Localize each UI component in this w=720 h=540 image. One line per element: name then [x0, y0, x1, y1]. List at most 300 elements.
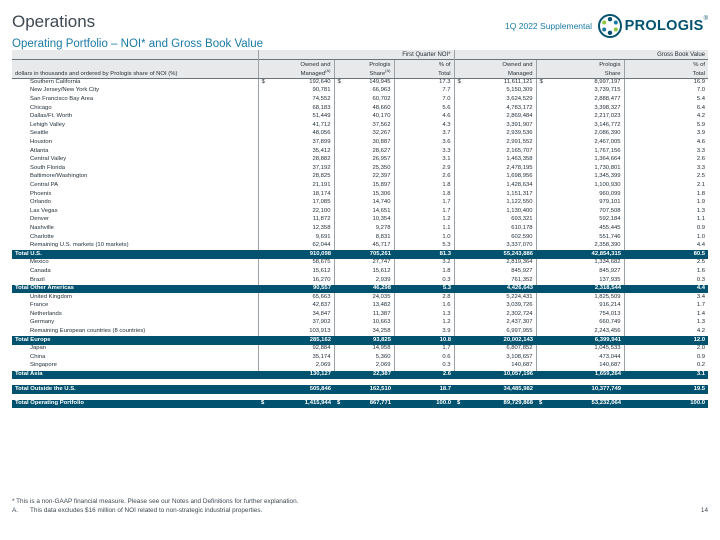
row-value: 48,056	[258, 130, 334, 139]
row-value: 1,364,664	[536, 156, 624, 165]
col-header-noi-share-line2: Share$^{(A)}$	[334, 69, 394, 79]
row-value: 27,747	[334, 259, 394, 268]
row-value: 6,807,852	[454, 345, 536, 354]
row-value: 14,740	[334, 199, 394, 208]
row-value: 660,749	[536, 319, 624, 328]
row-value: 592,184	[536, 216, 624, 225]
row-value: 3,398,327	[536, 104, 624, 113]
row-value: 2,888,477	[536, 96, 624, 105]
row-label: Germany	[30, 319, 55, 326]
row-value: 5.9	[624, 121, 708, 130]
row-label: China	[30, 353, 46, 360]
row-value: 35,412	[258, 147, 334, 156]
row-label: Southern California	[30, 79, 81, 86]
row-value: 34,847	[258, 311, 334, 320]
row-value: 37,899	[258, 139, 334, 148]
table-row	[12, 173, 708, 182]
row-value: 3.6	[394, 139, 454, 148]
row-value: 754,013	[536, 311, 624, 320]
row-value: 6,399,941	[536, 336, 624, 345]
currency-symbol: $	[337, 79, 341, 86]
table-row	[12, 199, 708, 208]
row-label: San Francisco Bay Area	[30, 96, 94, 103]
cell-value: 89,729,868	[503, 400, 534, 407]
row-label: Charlotte	[30, 233, 54, 240]
row-label: Seattle	[30, 130, 49, 137]
row-label: Chicago	[30, 104, 52, 111]
row-value: 693,321	[454, 216, 536, 225]
row-label: Total Europe	[12, 336, 258, 345]
row-value: 1,130,400	[454, 207, 536, 216]
row-value: 5,150,309	[454, 87, 536, 96]
table-row	[12, 130, 708, 139]
row-value: 2,869,484	[454, 113, 536, 122]
row-value: 162,510	[334, 385, 394, 394]
row-value: 140,687	[536, 362, 624, 371]
row-value: 845,927	[536, 268, 624, 277]
row-value: 4,426,643	[454, 285, 536, 294]
row-label: Remaining European countries (8 countries)	[30, 328, 146, 335]
row-value: 22,100	[258, 207, 334, 216]
row-value: 1.7	[394, 345, 454, 354]
currency-symbol: $	[457, 79, 461, 86]
row-value: 1.6	[394, 302, 454, 311]
row-value	[454, 400, 536, 409]
prologis-logo	[598, 13, 708, 39]
row-value: 5,224,431	[454, 293, 536, 302]
row-value: 6,997,955	[454, 328, 536, 337]
row-value: 10,377,749	[536, 385, 624, 394]
row-value: 2,318,544	[536, 285, 624, 294]
row-value: 3.3	[394, 147, 454, 156]
row-value: 93,825	[334, 336, 394, 345]
page-number: 14	[700, 507, 708, 514]
row-value: 1.4	[624, 311, 708, 320]
row-value: 9,278	[334, 225, 394, 234]
table-row	[12, 268, 708, 277]
row-value: 610,178	[454, 225, 536, 234]
row-value: 4.2	[624, 113, 708, 122]
row-value: 58,675	[258, 259, 334, 268]
row-value: 10,057,196	[454, 371, 536, 380]
table-row	[12, 79, 708, 88]
row-value: 3,391,907	[454, 121, 536, 130]
column-header-row-1	[12, 60, 708, 69]
row-value: 4.3	[394, 121, 454, 130]
row-value: 1,825,509	[536, 293, 624, 302]
cell-value: 53,232,064	[591, 400, 622, 407]
row-label: France	[30, 302, 49, 309]
row-value: 3,039,726	[454, 302, 536, 311]
row-value: 28,627	[334, 147, 394, 156]
row-value: 0.3	[394, 276, 454, 285]
row-value: 1.2	[394, 319, 454, 328]
row-label: Nashville	[30, 224, 54, 231]
row-value: 17.3	[394, 79, 454, 88]
cell-value: 1,415,944	[304, 400, 331, 407]
row-value: 5.4	[624, 96, 708, 105]
row-value: 15,897	[334, 182, 394, 191]
row-value: 2.1	[624, 182, 708, 191]
row-label: Central Valley	[30, 156, 67, 163]
table-row	[12, 328, 708, 337]
table-row	[12, 293, 708, 302]
col-header-noi-owned-line2: Managed$^{(A)}$	[258, 69, 334, 79]
row-value: 6.4	[624, 104, 708, 113]
column-header-row-2	[12, 69, 708, 79]
row-value: 103,913	[258, 328, 334, 337]
row-value: 28,882	[258, 156, 334, 165]
footnote-a-key: A.	[12, 507, 19, 514]
row-value: 1.1	[394, 225, 454, 234]
row-label: Total Outside the U.S.	[12, 385, 258, 394]
row-value: 18.7	[394, 385, 454, 394]
row-label: Dallas/Ft. Worth	[30, 113, 73, 120]
cell-value: 867,771	[369, 400, 391, 407]
cell-value: 8,997,197	[594, 79, 621, 86]
group-header-gbv: Gross Book Value	[454, 50, 708, 60]
row-value: 55,243,886	[454, 250, 536, 259]
row-value	[334, 79, 394, 88]
row-value: 4.6	[624, 139, 708, 148]
table-total-row	[12, 336, 708, 345]
row-value: 66,963	[334, 87, 394, 96]
logo-registered-mark: ®	[703, 16, 708, 22]
row-label: Japan	[30, 345, 47, 352]
table-row	[12, 139, 708, 148]
row-value: 42,854,315	[536, 250, 624, 259]
row-value: 30,887	[334, 139, 394, 148]
row-value: 46,298	[334, 285, 394, 294]
row-value: 25,350	[334, 164, 394, 173]
table-row	[12, 259, 708, 268]
row-value: 21,191	[258, 182, 334, 191]
table-total-row	[12, 250, 708, 259]
row-value: 3,337,070	[454, 242, 536, 251]
row-label: New Jersey/New York City	[30, 87, 100, 94]
row-value: 37,562	[334, 121, 394, 130]
row-value: 4,783,172	[454, 104, 536, 113]
row-label: South Florida	[30, 164, 66, 171]
currency-symbol: $	[261, 400, 265, 407]
page-subtitle: Operating Portfolio – NOI* and Gross Book Value	[12, 38, 264, 50]
row-value: 1.3	[624, 319, 708, 328]
row-value: 2.6	[394, 371, 454, 380]
row-label: Singapore	[30, 362, 57, 369]
row-label: Brazil	[30, 276, 45, 283]
row-value: 2,086,390	[536, 130, 624, 139]
table-row	[12, 164, 708, 173]
table-row	[12, 190, 708, 199]
row-value: 4.6	[394, 113, 454, 122]
row-value: 26,957	[334, 156, 394, 165]
row-value: 22,387	[334, 371, 394, 380]
row-label: Central PA	[30, 181, 59, 188]
logo-wordmark: PROLOGIS	[624, 18, 704, 34]
table-row	[12, 319, 708, 328]
row-value: 1.2	[394, 216, 454, 225]
table-row	[12, 96, 708, 105]
row-value: 2,939	[334, 276, 394, 285]
row-value: 1.8	[394, 268, 454, 277]
row-value: 34,485,982	[454, 385, 536, 394]
row-value: 3.1	[624, 371, 708, 380]
row-value: 3.3	[624, 164, 708, 173]
row-label: Lehigh Valley	[30, 121, 65, 128]
row-value: 5.3	[394, 285, 454, 294]
report-period-label: 1Q 2022 Supplemental	[505, 21, 592, 31]
col-header-noi-owned-line1: Owned and	[258, 60, 334, 69]
row-value: 3.4	[624, 293, 708, 302]
row-value: 2,819,364	[454, 259, 536, 268]
row-value: 32,267	[334, 130, 394, 139]
table-total-row	[12, 371, 708, 380]
col-header-noi-pct-line2: Total	[394, 69, 454, 79]
row-value: 10,354	[334, 216, 394, 225]
prologis-logo-icon	[598, 14, 622, 38]
row-value: 1.8	[624, 190, 708, 199]
row-value: 473,044	[536, 354, 624, 363]
row-value: 1.7	[394, 207, 454, 216]
currency-symbol: $	[337, 400, 341, 407]
group-header-row	[12, 50, 708, 60]
row-value: 5.6	[394, 104, 454, 113]
row-value: 137,935	[536, 276, 624, 285]
row-value: 15,612	[334, 268, 394, 277]
row-value: 1.3	[394, 311, 454, 320]
row-value: 2,165,707	[454, 147, 536, 156]
table-row	[12, 216, 708, 225]
row-value: 7.7	[394, 87, 454, 96]
row-value: 0.2	[624, 362, 708, 371]
row-value: 3,739,715	[536, 87, 624, 96]
row-value: 2.6	[624, 156, 708, 165]
table-row	[12, 207, 708, 216]
row-label: Atlanta	[30, 147, 49, 154]
row-value: 2,939,536	[454, 130, 536, 139]
row-value: 80.5	[624, 250, 708, 259]
row-value: 74,552	[258, 96, 334, 105]
table-row	[12, 87, 708, 96]
row-value: 11,872	[258, 216, 334, 225]
page-title: Operations	[12, 12, 96, 31]
row-value: 7.0	[394, 96, 454, 105]
row-value: 707,508	[536, 207, 624, 216]
group-header-noi: First Quarter NOI*	[258, 50, 454, 60]
row-value: 3.2	[394, 259, 454, 268]
row-value: 2,217,023	[536, 113, 624, 122]
col-header-noi-share-line1: Prologis	[334, 60, 394, 69]
row-value: 1,659,264	[536, 371, 624, 380]
row-value: 2.5	[624, 259, 708, 268]
row-value: 1,045,533	[536, 345, 624, 354]
row-value: 0.6	[394, 354, 454, 363]
row-value: 100.0	[624, 400, 708, 409]
row-value	[536, 79, 624, 88]
noi-gbv-table-wrapper	[12, 50, 708, 408]
row-label: Canada	[30, 267, 51, 274]
table-row	[12, 242, 708, 251]
table-row	[12, 302, 708, 311]
row-value: 81.3	[394, 250, 454, 259]
row-value: 14,651	[334, 207, 394, 216]
row-value: 602,590	[454, 233, 536, 242]
row-label: Remaining U.S. markets (10 markets)	[30, 242, 129, 249]
row-value: 4.4	[624, 242, 708, 251]
row-label: Mexico	[30, 259, 49, 266]
row-label: Orlando	[30, 199, 51, 206]
row-value: 65,663	[258, 293, 334, 302]
row-value: 15,612	[258, 268, 334, 277]
row-value: 2,991,552	[454, 139, 536, 148]
row-value: 285,162	[258, 336, 334, 345]
row-value: 17,085	[258, 199, 334, 208]
row-value: 90,781	[258, 87, 334, 96]
row-value: 1,100,930	[536, 182, 624, 191]
row-label: Total Operating Portfolio	[12, 400, 258, 409]
row-value: 68,183	[258, 104, 334, 113]
table-row	[12, 147, 708, 156]
row-value: 0.9	[624, 225, 708, 234]
currency-symbol: $	[539, 400, 543, 407]
row-value: 1.8	[394, 190, 454, 199]
currency-symbol: $	[261, 79, 265, 86]
row-value: 28,825	[258, 173, 334, 182]
table-row	[12, 362, 708, 371]
table-row	[12, 276, 708, 285]
row-label: Las Vegas	[30, 207, 58, 214]
row-value: 910,098	[258, 250, 334, 259]
page-footer	[12, 497, 708, 515]
row-value: 41,712	[258, 121, 334, 130]
row-value	[334, 400, 394, 409]
row-value: 2,437,307	[454, 319, 536, 328]
row-value: 7.0	[624, 87, 708, 96]
row-value: 1,767,156	[536, 147, 624, 156]
row-value: 3,108,657	[454, 354, 536, 363]
row-value: 92,884	[258, 345, 334, 354]
row-value: 37,902	[258, 319, 334, 328]
row-value: 100.0	[394, 400, 454, 409]
row-value: 2,069	[258, 362, 334, 371]
row-value: 1,730,801	[536, 164, 624, 173]
row-value: 2,302,724	[454, 311, 536, 320]
table-row	[12, 354, 708, 363]
row-value: 16.9	[624, 79, 708, 88]
table-row	[12, 233, 708, 242]
row-value: 2.9	[394, 164, 454, 173]
row-value: 2.0	[624, 345, 708, 354]
row-value: 1.3	[624, 207, 708, 216]
row-value: 1,122,550	[454, 199, 536, 208]
row-value: 4.2	[624, 328, 708, 337]
row-value: 551,746	[536, 233, 624, 242]
row-value: 12,358	[258, 225, 334, 234]
row-label: Total U.S.	[12, 250, 258, 259]
row-value: 2,358,390	[536, 242, 624, 251]
row-value: 8,831	[334, 233, 394, 242]
row-value: 0.9	[624, 354, 708, 363]
row-label: Denver	[30, 216, 49, 223]
row-value: 1.7	[394, 199, 454, 208]
row-value: 916,214	[536, 302, 624, 311]
row-value: 0.3	[394, 362, 454, 371]
row-value: 3.1	[394, 156, 454, 165]
row-value: 1,428,634	[454, 182, 536, 191]
row-value: 20,002,143	[454, 336, 536, 345]
cell-value: 192,640	[309, 79, 331, 86]
row-label: Total Asia	[12, 371, 258, 380]
row-value: 10,663	[334, 319, 394, 328]
row-value: 51,449	[258, 113, 334, 122]
table-row	[12, 104, 708, 113]
table-row	[12, 345, 708, 354]
row-value: 45,717	[334, 242, 394, 251]
row-value: 960,099	[536, 190, 624, 199]
row-value: 1.0	[624, 233, 708, 242]
row-value: 140,687	[454, 362, 536, 371]
row-value: 1.1	[624, 216, 708, 225]
row-value	[258, 400, 334, 409]
row-value	[258, 79, 334, 88]
table-row	[12, 156, 708, 165]
row-value: 1.7	[624, 302, 708, 311]
row-value: 90,557	[258, 285, 334, 294]
table-row	[12, 121, 708, 130]
row-value: 3.7	[394, 130, 454, 139]
row-value: 14,958	[334, 345, 394, 354]
row-value: 130,127	[258, 371, 334, 380]
row-value: 505,846	[258, 385, 334, 394]
row-value: 3,146,772	[536, 121, 624, 130]
row-value: 1,463,358	[454, 156, 536, 165]
row-value: 60,702	[334, 96, 394, 105]
row-value: 1,334,682	[536, 259, 624, 268]
row-value: 34,258	[334, 328, 394, 337]
row-value: 24,035	[334, 293, 394, 302]
table-body	[12, 79, 708, 409]
col-header-noi-pct-line1: % of	[394, 60, 454, 69]
footnote-non-gaap: * This is a non-GAAP financial measure. Please see our Notes and Definitions for further explanation.	[12, 498, 299, 505]
table-row	[12, 182, 708, 191]
row-value: 1.6	[624, 268, 708, 277]
row-label: Netherlands	[30, 310, 62, 317]
row-value: 37,192	[258, 164, 334, 173]
row-value: 5,360	[334, 354, 394, 363]
row-value: 2.5	[624, 173, 708, 182]
currency-symbol: $	[539, 79, 543, 86]
row-value: 13,482	[334, 302, 394, 311]
row-label: Phoenix	[30, 190, 52, 197]
row-value: 11,387	[334, 311, 394, 320]
row-value: 761,352	[454, 276, 536, 285]
table-row	[12, 225, 708, 234]
row-value: 3,624,529	[454, 96, 536, 105]
currency-symbol: $	[457, 400, 461, 407]
row-value: 2,243,456	[536, 328, 624, 337]
col-header-gbv-pct-line1: % of	[624, 60, 708, 69]
row-value: 12.0	[624, 336, 708, 345]
cell-value: 11,611,121	[503, 79, 533, 86]
footnote-a-text: This data excludes $16 million of NOI related to non-strategic industrial properties.	[30, 507, 263, 514]
table-total-row	[12, 400, 708, 409]
col-header-gbv-share-line2: Share	[536, 69, 624, 79]
row-value: 0.3	[624, 276, 708, 285]
col-header-gbv-owned-line2: Managed	[454, 69, 536, 79]
row-value: 40,170	[334, 113, 394, 122]
row-value: 845,927	[454, 268, 536, 277]
row-value: 2.6	[394, 173, 454, 182]
